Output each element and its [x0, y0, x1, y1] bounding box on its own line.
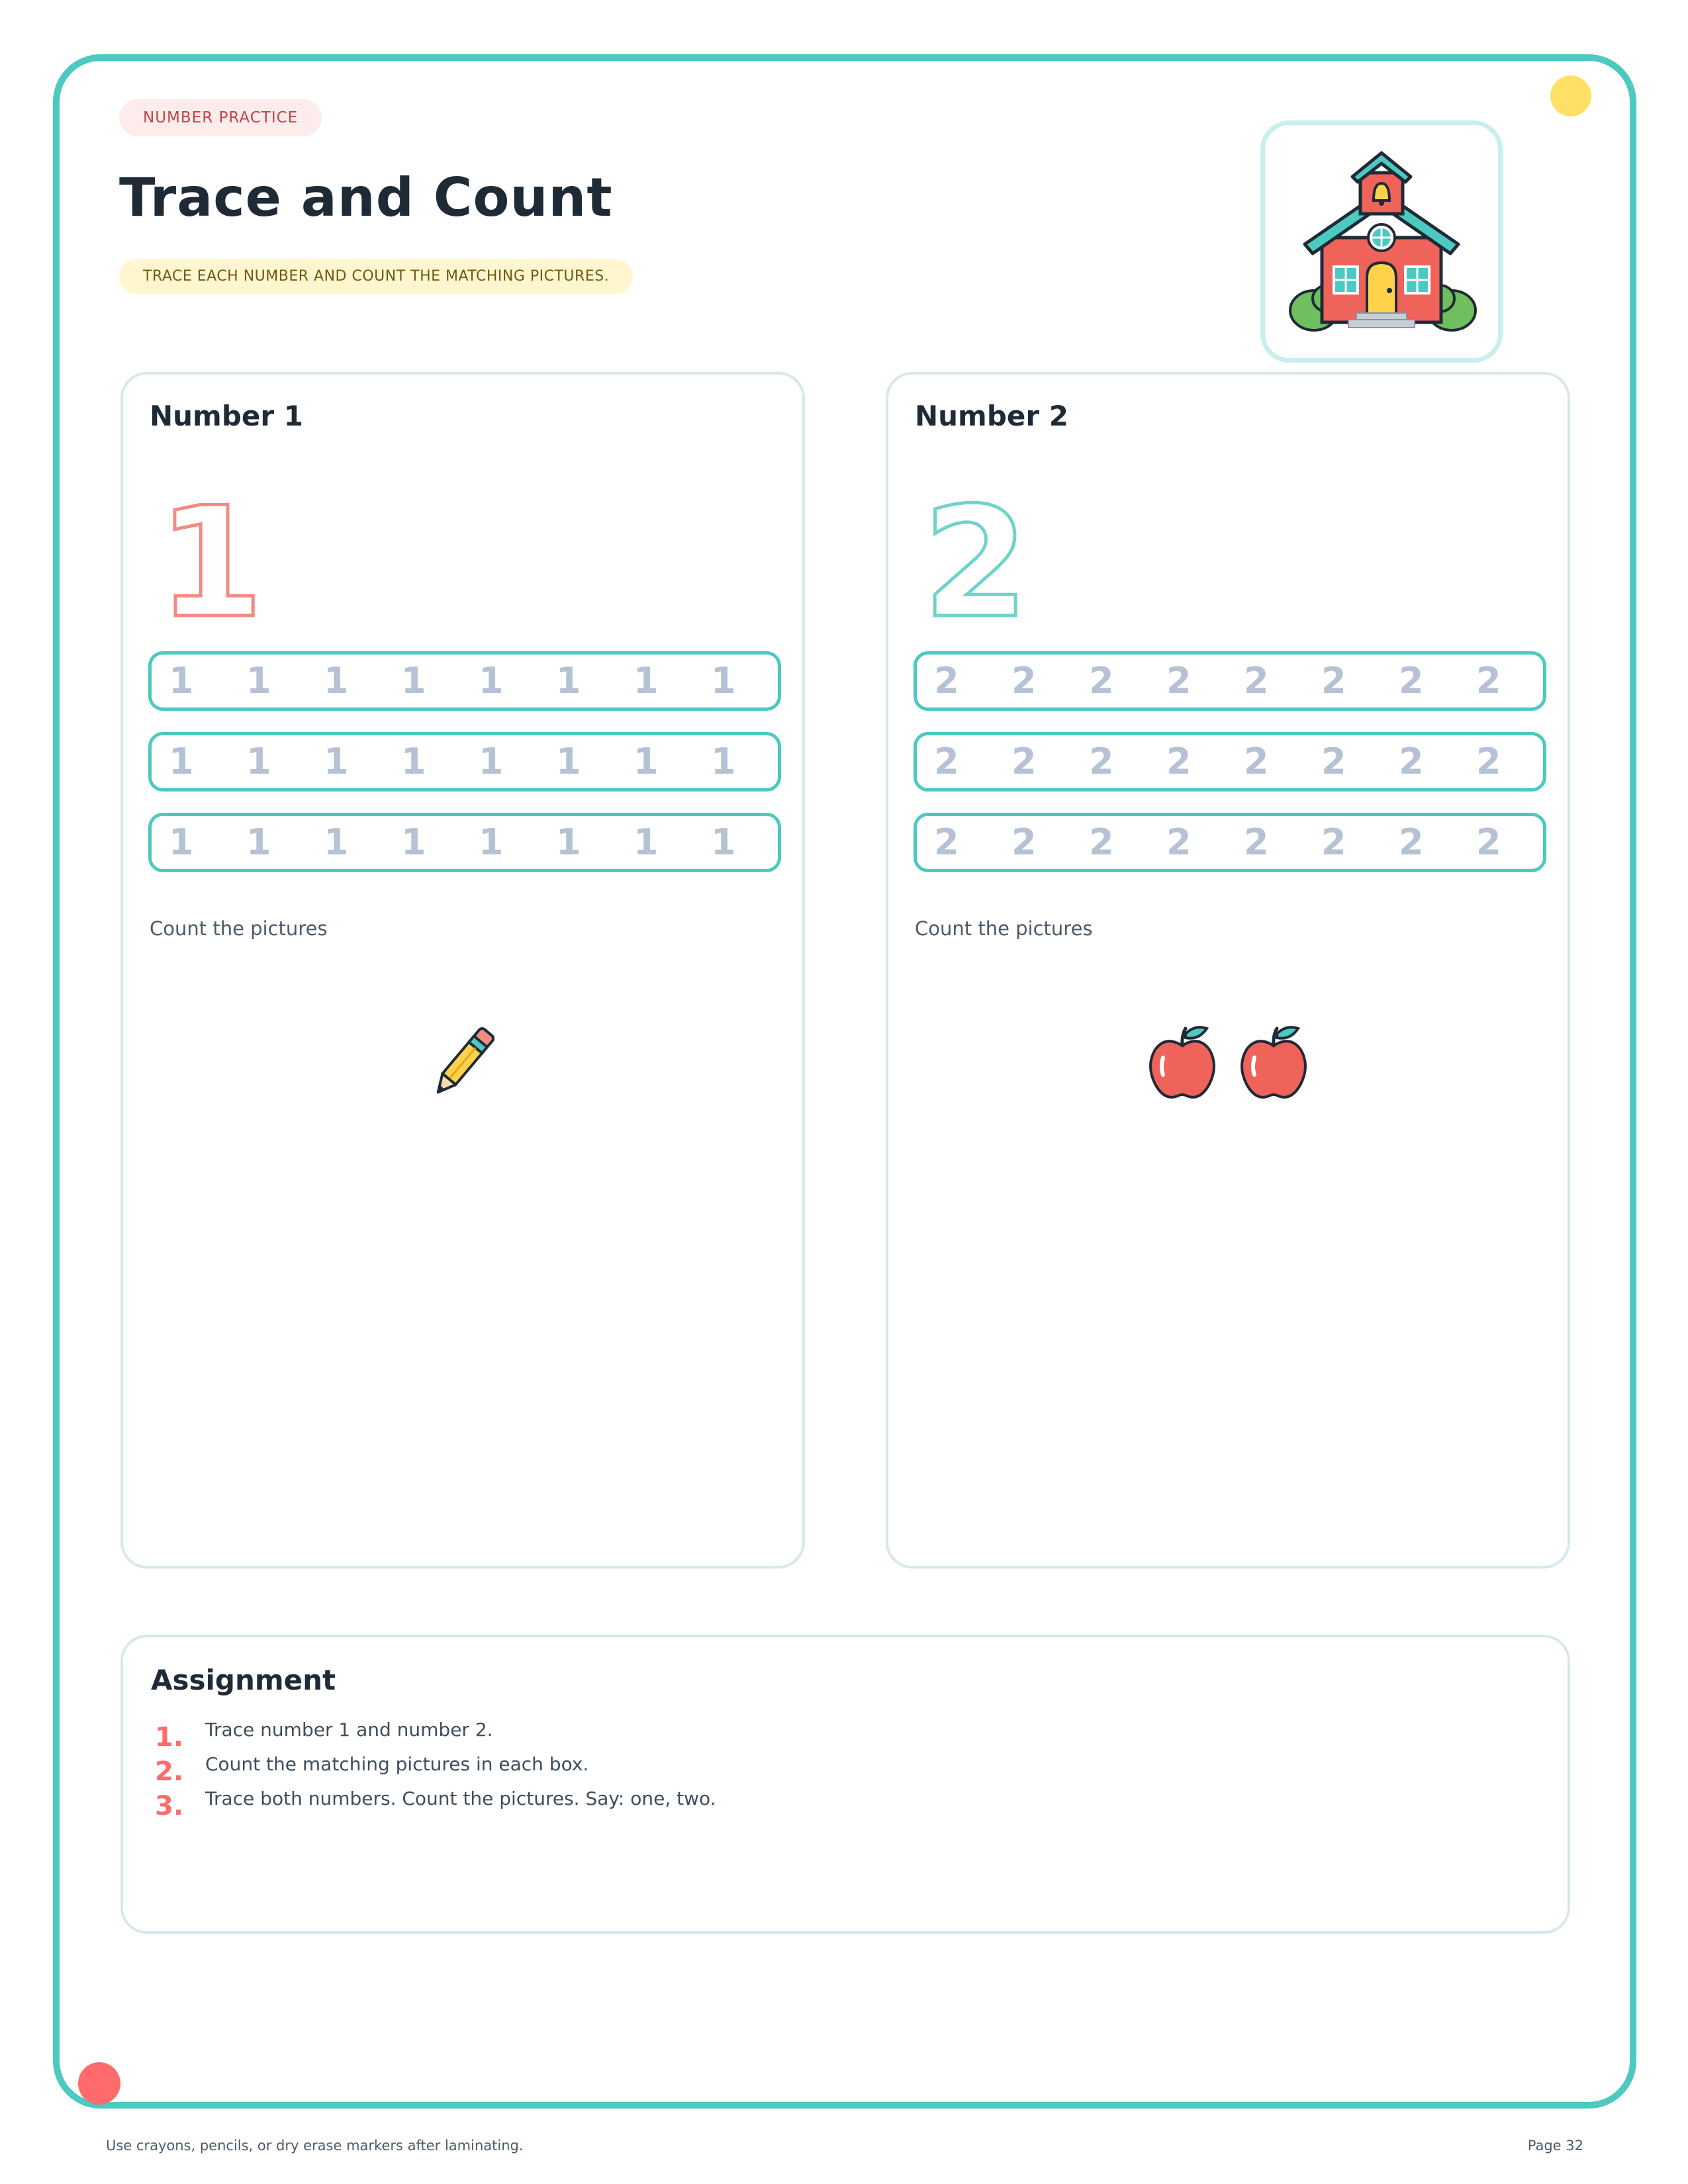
trace-digit: 1	[479, 741, 504, 782]
trace-digit: 2	[1244, 660, 1269, 702]
trace-digit: 1	[401, 741, 426, 782]
trace-digit: 2	[1011, 741, 1037, 782]
card-title: Number 1	[150, 400, 303, 432]
trace-row[interactable]	[914, 651, 1546, 711]
trace-digit: 2	[1011, 660, 1037, 702]
count-pictures	[123, 1023, 802, 1103]
trace-digit: 2	[1399, 821, 1424, 863]
trace-digit: 2	[1166, 821, 1192, 863]
trace-digit: 1	[169, 821, 194, 863]
number-card-2	[886, 372, 1570, 1569]
trace-row[interactable]	[148, 651, 781, 711]
trace-digit: 2	[1399, 741, 1424, 782]
trace-digit: 1	[556, 741, 581, 782]
trace-digit: 2	[934, 821, 959, 863]
trace-row[interactable]	[148, 813, 781, 872]
trace-digit: 1	[324, 821, 349, 863]
card-title: Number 2	[915, 400, 1068, 432]
decor-dot-red	[78, 2062, 120, 2105]
assignment-item-text: Trace both numbers. Count the pictures. Say: one, two.	[205, 1788, 716, 1809]
schoolhouse-icon	[1282, 145, 1481, 343]
big-number-text: 1	[158, 483, 264, 629]
trace-digit: 1	[556, 821, 581, 863]
count-label: Count the pictures	[915, 917, 1093, 940]
trace-digit: 1	[711, 741, 736, 782]
trace-digit: 1	[633, 821, 659, 863]
assignment-title: Assignment	[151, 1664, 336, 1696]
trace-digit: 2	[1399, 660, 1424, 702]
trace-digit: 1	[633, 741, 659, 782]
decor-dot-yellow	[1550, 75, 1591, 116]
number-card-1	[120, 372, 805, 1569]
trace-digit: 1	[711, 660, 736, 702]
trace-row[interactable]	[914, 732, 1546, 792]
assignment-item-number: 2.	[155, 1756, 184, 1787]
trace-digit: 2	[934, 660, 959, 702]
trace-digit: 2	[1089, 660, 1114, 702]
trace-rows	[148, 651, 781, 893]
assignment-item-number: 3.	[155, 1791, 184, 1821]
assignment-item	[155, 1751, 716, 1786]
trace-digit: 2	[1476, 741, 1501, 782]
trace-digit: 1	[556, 660, 581, 702]
trace-digit: 2	[1089, 821, 1114, 863]
trace-digit: 2	[1166, 741, 1192, 782]
trace-digit: 2	[1011, 821, 1037, 863]
trace-digit: 1	[479, 660, 504, 702]
big-trace-number	[151, 483, 297, 629]
assignment-item-number: 1.	[155, 1722, 184, 1752]
assignment-item	[155, 1786, 716, 1820]
trace-digit: 1	[169, 660, 194, 702]
trace-digit: 2	[1089, 741, 1114, 782]
trace-row[interactable]	[914, 813, 1546, 872]
category-tag: NUMBER PRACTICE	[119, 99, 322, 136]
big-trace-number	[916, 483, 1062, 629]
instruction-banner: TRACE EACH NUMBER AND COUNT THE MATCHING PICTURES.	[119, 259, 633, 294]
logo-box	[1260, 120, 1503, 363]
trace-digit: 1	[324, 741, 349, 782]
trace-digit: 1	[401, 821, 426, 863]
trace-digit: 1	[246, 660, 271, 702]
trace-digit: 1	[324, 660, 349, 702]
assignment-item-text: Count the matching pictures in each box.	[205, 1753, 589, 1775]
big-number-text: 2	[923, 483, 1029, 629]
footer-note: Use crayons, pencils, or dry erase markers after laminating.	[106, 2138, 524, 2154]
trace-digit: 2	[1321, 660, 1346, 702]
trace-digit: 2	[1476, 821, 1501, 863]
assignment-item	[155, 1717, 716, 1751]
assignment-box	[120, 1635, 1570, 1934]
trace-digit: 2	[1321, 741, 1346, 782]
trace-digit: 2	[1244, 821, 1269, 863]
trace-digit: 2	[1321, 821, 1346, 863]
trace-rows	[914, 651, 1546, 893]
count-label: Count the pictures	[150, 917, 328, 940]
trace-row[interactable]	[148, 732, 781, 792]
pencil-icon	[426, 1023, 499, 1103]
trace-digit: 1	[711, 821, 736, 863]
trace-digit: 1	[401, 660, 426, 702]
trace-digit: 2	[1476, 660, 1501, 702]
trace-digit: 2	[1244, 741, 1269, 782]
trace-digit: 1	[633, 660, 659, 702]
trace-digit: 1	[246, 821, 271, 863]
trace-digit: 2	[934, 741, 959, 782]
assignment-list	[155, 1717, 716, 1820]
trace-digit: 1	[169, 741, 194, 782]
trace-digit: 1	[479, 821, 504, 863]
apple-icon	[1237, 1023, 1310, 1103]
page-title: Trace and Count	[119, 167, 613, 228]
assignment-item-text: Trace number 1 and number 2.	[205, 1719, 493, 1741]
count-pictures	[888, 1023, 1568, 1103]
trace-digit: 2	[1166, 660, 1192, 702]
apple-icon	[1146, 1023, 1219, 1103]
trace-digit: 1	[246, 741, 271, 782]
page-number: Page 32	[1527, 2138, 1583, 2154]
